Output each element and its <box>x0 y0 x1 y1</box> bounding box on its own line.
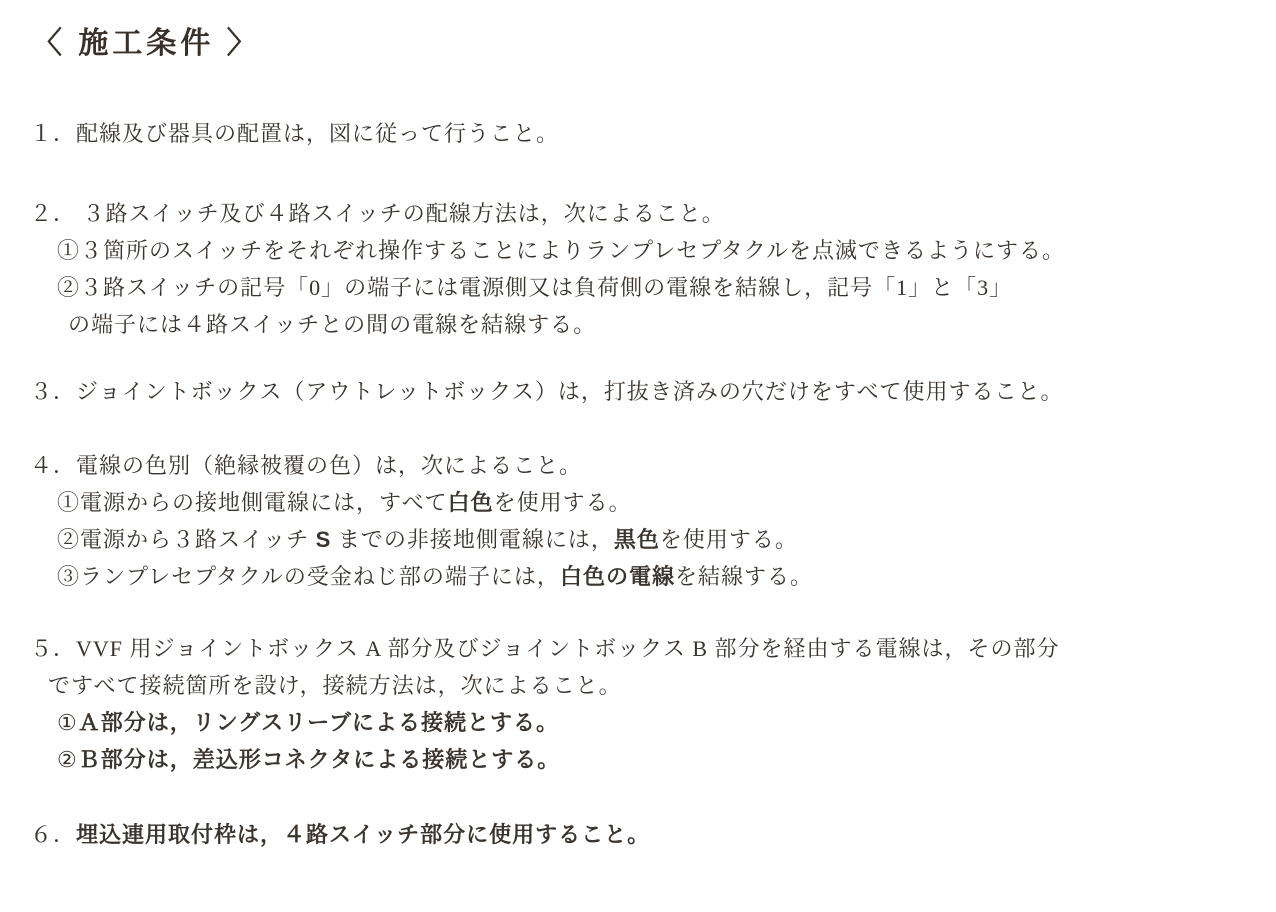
item-5-continuation: ですべて接続箇所を設け，接続方法は，次によること。 <box>48 673 622 698</box>
condition-item-1 <box>30 115 1276 152</box>
item-4-sub-1-post: を使用する。 <box>493 490 632 515</box>
item-6-line <box>30 816 1276 853</box>
condition-item-5 <box>30 630 1276 778</box>
item-2-sub-2 <box>30 269 1276 306</box>
item-3-number: ３． <box>30 379 77 404</box>
switch-symbol: S <box>315 527 332 552</box>
item-4-sub-2 <box>30 521 1276 558</box>
item-5-text: VVF 用ジョイントボックス A 部分及びジョイントボックス B 部分を経由する電線は，その部分 <box>76 636 1060 661</box>
item-2-sub-2-number: ② <box>57 275 81 300</box>
item-3-line <box>30 373 1276 410</box>
item-5-number: ５． <box>30 636 77 661</box>
item-4-sub-2-pre: 電源から３路スイッチ <box>80 527 316 552</box>
item-4-sub-3 <box>30 558 1276 595</box>
item-4-sub-2-number: ② <box>57 527 81 552</box>
item-5-sub-1-number: ① <box>57 710 78 735</box>
page-title: 〈 施工条件 〉 <box>32 27 261 60</box>
item-2-text: ３路スイッチ及び４路スイッチの配線方法は，次によること。 <box>76 201 725 226</box>
condition-item-2 <box>30 195 1276 343</box>
item-4-sub-3-pre: ランプレセプタクルの受金ねじ部の端子には， <box>80 564 560 589</box>
item-4-sub-1 <box>30 484 1276 521</box>
item-4-text: 電線の色別（絶縁被覆の色）は，次によること。 <box>76 453 583 478</box>
item-4-number: ４． <box>30 453 77 478</box>
item-4-sub-2-mid: までの非接地側電線には， <box>331 527 614 552</box>
item-4-sub-1-bold: 白色 <box>447 490 494 515</box>
item-2-number: ２． <box>30 201 77 226</box>
item-2-sub-2-continuation: の端子には４路スイッチとの間の電線を結線する。 <box>68 312 597 337</box>
item-5-sub-2-bold: Ｂ部分は，差込形コネクタによる接続とする。 <box>77 747 561 772</box>
item-6-bold: 埋込連用取付枠は，４路スイッチ部分に使用すること。 <box>76 822 651 847</box>
item-2-sub-1-text: ３箇所のスイッチをそれぞれ操作することによりランプレセプタクルを点滅できるようにする。 <box>80 238 1066 263</box>
item-4-sub-2-post: を使用する。 <box>659 527 798 552</box>
item-2-sub-1 <box>30 232 1276 269</box>
item-4-sub-3-number: ③ <box>57 564 81 589</box>
item-2-sub-1-number: ① <box>57 238 81 263</box>
condition-item-3 <box>30 373 1276 410</box>
item-4-sub-2-bold: 黒色 <box>613 527 660 552</box>
item-4-sub-3-bold: 白色の電線 <box>559 564 675 589</box>
item-4-sub-1-pre: 電源からの接地側電線には，すべて <box>80 490 448 515</box>
item-5-sub-1-bold: Ａ部分は，リングスリーブによる接続とする。 <box>77 710 559 735</box>
item-4-sub-1-number: ① <box>57 490 81 515</box>
item-1-text: 配線及び器具の配置は，図に従って行うこと。 <box>76 121 560 146</box>
item-4-line <box>30 447 1276 484</box>
item-5-line <box>30 630 1276 667</box>
item-4-sub-3-post: を結線する。 <box>674 564 813 589</box>
item-6-number: ６． <box>30 822 77 847</box>
item-5-sub-2 <box>30 741 1276 778</box>
item-1-line <box>30 115 1276 152</box>
condition-item-6 <box>30 816 1276 853</box>
item-2-sub-2-text: ３路スイッチの記号「0」の端子には電源側又は負荷側の電線を結線し，記号「1」と「3」 <box>80 275 1013 300</box>
item-2-line <box>30 195 1276 232</box>
condition-item-4 <box>30 447 1276 595</box>
item-3-text: ジョイントボックス（アウトレットボックス）は，打抜き済みの穴だけをすべて使用すること。 <box>76 379 1064 404</box>
item-1-number: １． <box>30 121 77 146</box>
item-5-sub-1 <box>30 704 1276 741</box>
item-5-sub-2-number: ② <box>57 747 78 772</box>
